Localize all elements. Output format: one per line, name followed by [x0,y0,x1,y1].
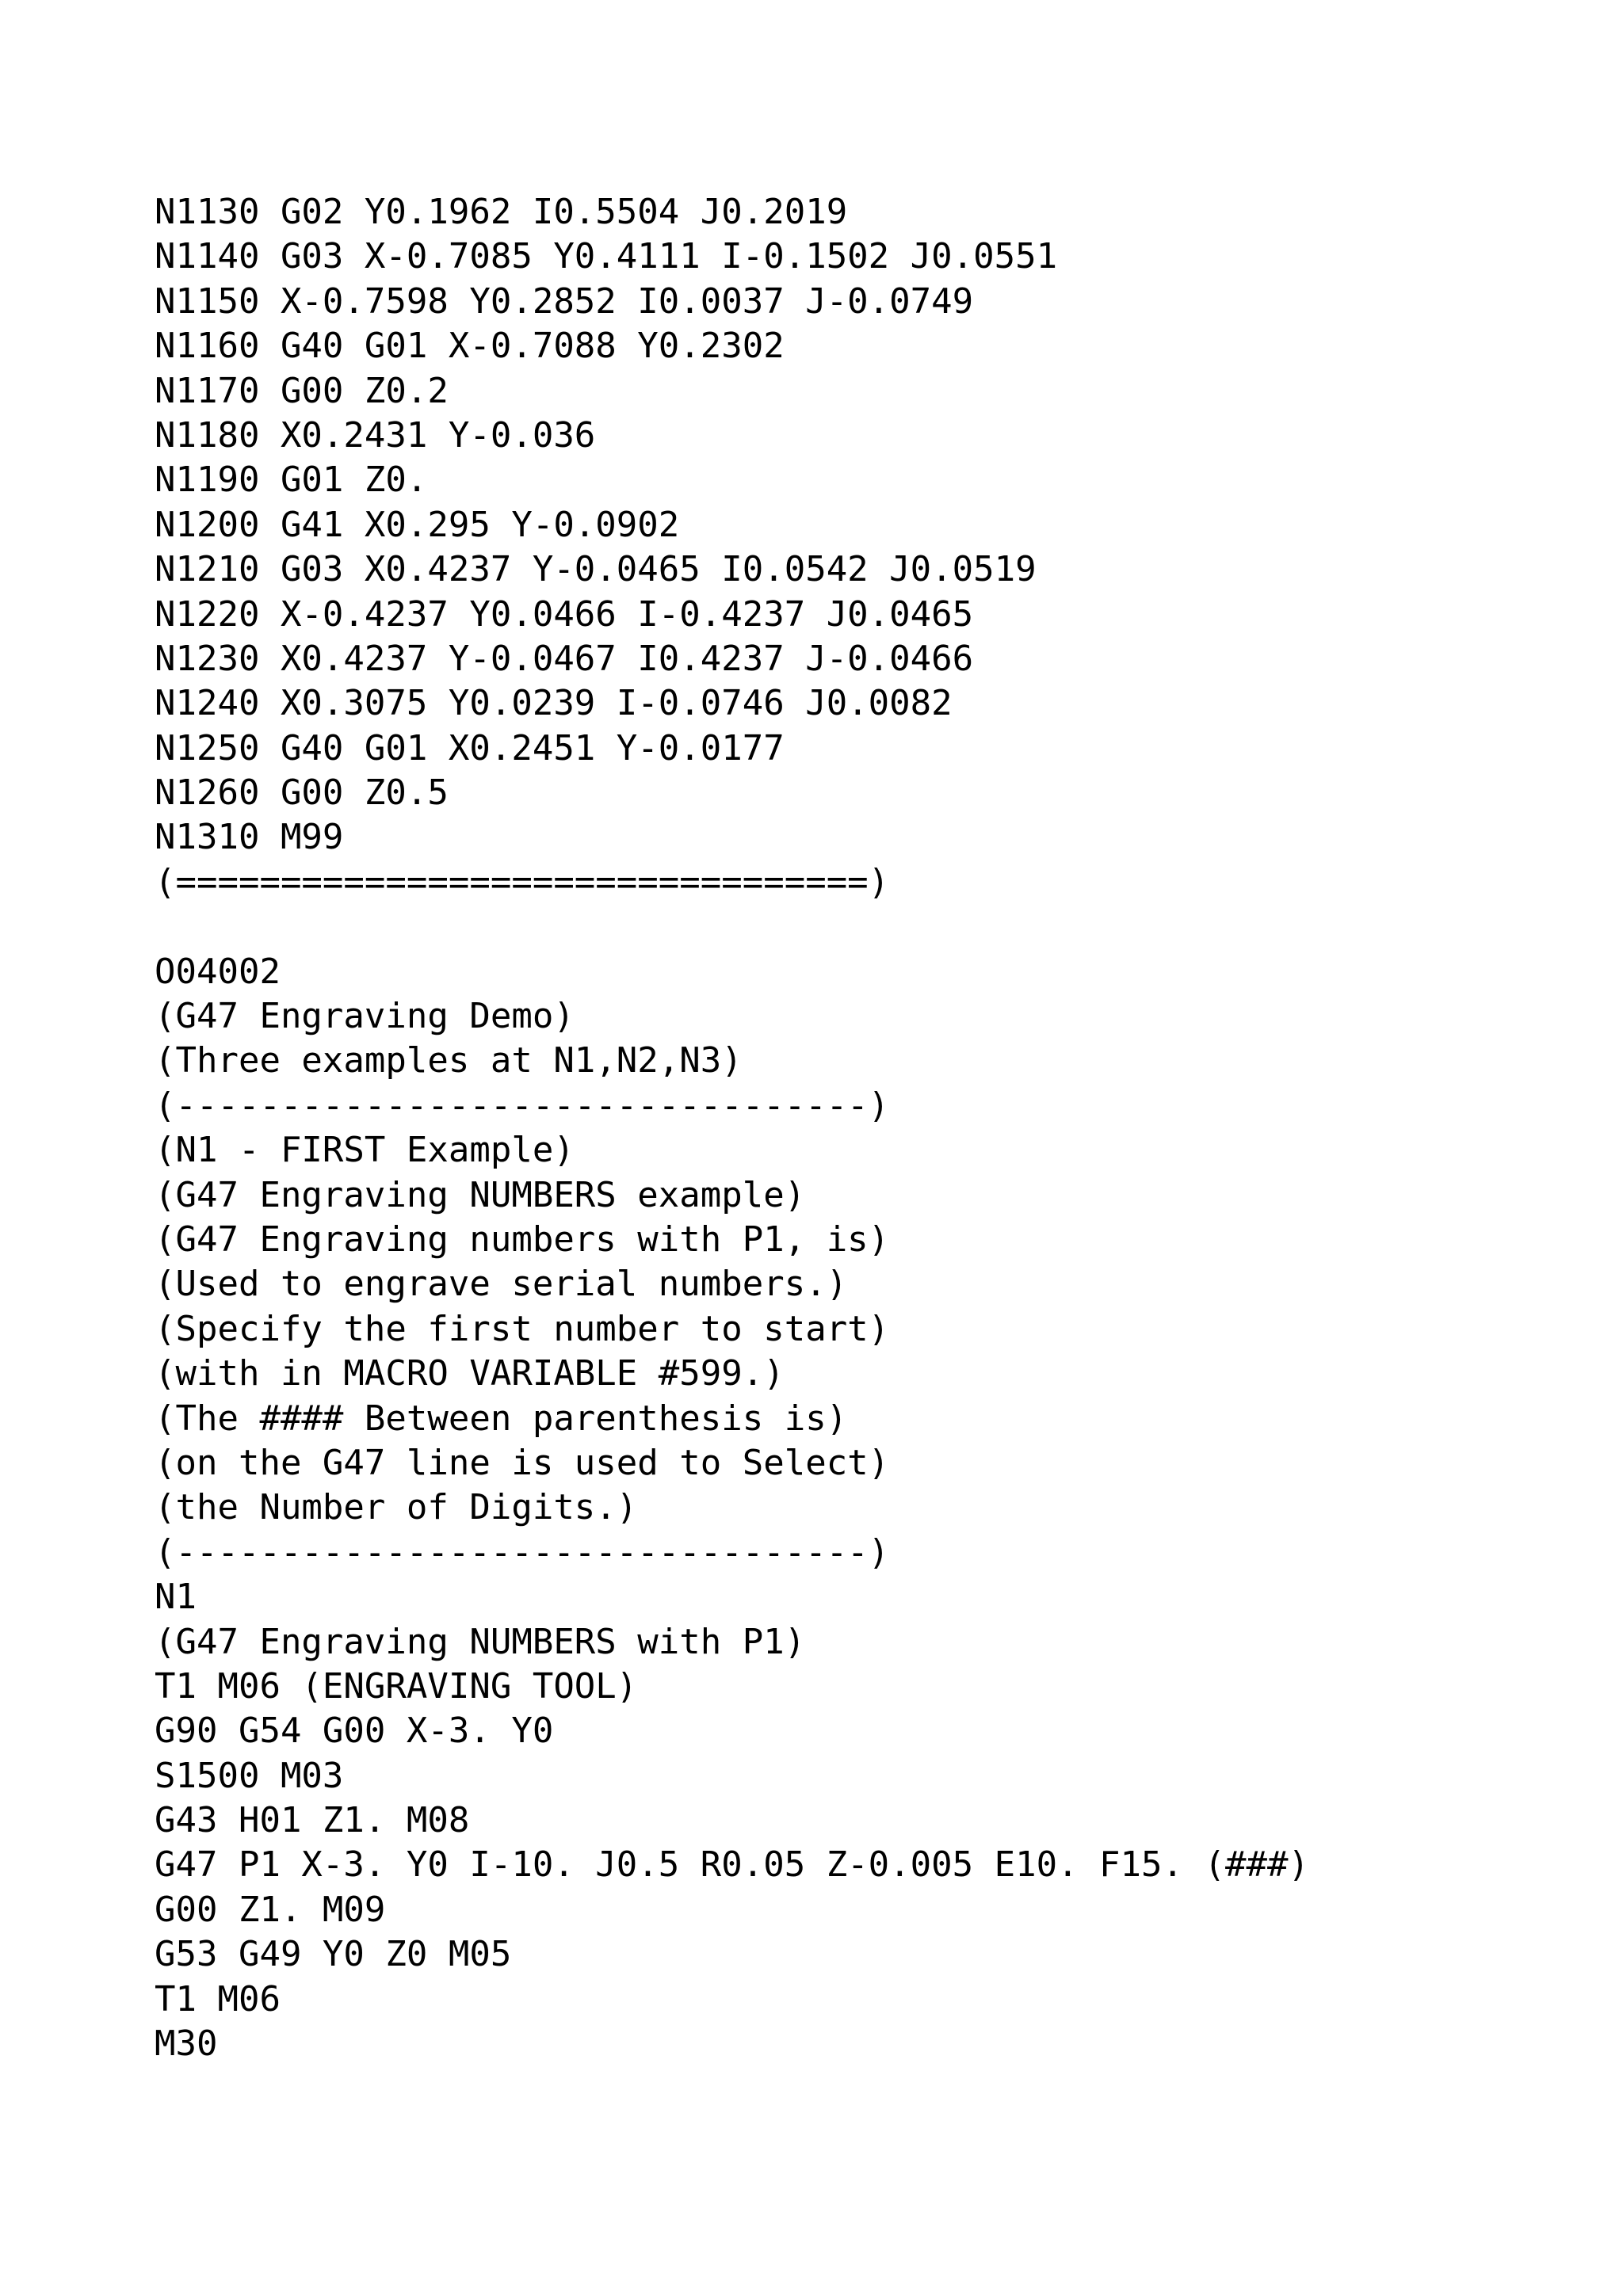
code-line: G53 G49 Y0 Z0 M05 [155,1934,512,1975]
code-line: O04002 [155,951,281,992]
code-line: N1130 G02 Y0.1962 I0.5504 J0.2019 [155,192,848,232]
code-line: N1180 X0.2431 Y-0.036 [155,414,596,456]
code-line: (=================================) [155,861,890,902]
code-line: (The #### Between parenthesis is) [155,1398,848,1439]
code-line: (---------------------------------) [155,1085,890,1126]
code-line: (G47 Engraving NUMBERS with P1) [155,1621,806,1662]
code-line: N1190 G01 Z0. [155,460,428,501]
code-line: G47 P1 X-3. Y0 I-10. J0.5 R0.05 Z-0.005 E10. F15. (###) [155,1844,1309,1886]
code-line: (on the G47 line is used to Select) [155,1442,890,1483]
code-line: G00 Z1. M09 [155,1889,386,1930]
code-line: (Used to engrave serial numbers.) [155,1264,848,1305]
code-line: T1 M06 (ENGRAVING TOOL) [155,1665,638,1707]
code-line: N1200 G41 X0.295 Y-0.0902 [155,504,680,545]
code-line: N1170 G00 Z0.2 [155,370,449,411]
code-line: N1220 X-0.4237 Y0.0466 I-0.4237 J0.0465 [155,593,974,635]
code-line: G90 G54 G00 X-3. Y0 [155,1711,554,1752]
code-line: N1210 G03 X0.4237 Y-0.0465 I0.0542 J0.0519 [155,549,1037,590]
code-line: N1310 M99 [155,817,344,858]
code-line: N1240 X0.3075 Y0.0239 I-0.0746 J0.0082 [155,683,953,724]
code-line: N1150 X-0.7598 Y0.2852 I0.0037 J-0.0749 [155,280,974,322]
code-line: S1500 M03 [155,1755,344,1796]
code-line: T1 M06 [155,1978,281,2019]
blank-line [155,905,1309,949]
code-line: N1230 X0.4237 Y-0.0467 I0.4237 J-0.0466 [155,638,974,679]
code-line: N1140 G03 X-0.7085 Y0.4111 I-0.1502 J0.0551 [155,236,1058,277]
code-line: (G47 Engraving Demo) [155,996,575,1037]
code-line: N1250 G40 G01 X0.2451 Y-0.0177 [155,727,785,769]
code-line: (with in MACRO VARIABLE #599.) [155,1353,785,1394]
code-line: M30 [155,2023,218,2065]
gcode-listing [155,190,1309,2066]
code-line: N1260 G00 Z0.5 [155,772,449,814]
code-line: (Three examples at N1,N2,N3) [155,1040,743,1081]
code-line: N1 [155,1577,197,1618]
code-line: (N1 - FIRST Example) [155,1130,575,1171]
code-line: (G47 Engraving NUMBERS example) [155,1174,806,1215]
code-line: (the Number of Digits.) [155,1487,638,1528]
code-line: (---------------------------------) [155,1531,890,1573]
code-line: (G47 Engraving numbers with P1, is) [155,1219,890,1260]
code-line: (Specify the first number to start) [155,1308,890,1349]
code-line: G43 H01 Z1. M08 [155,1800,470,1841]
code-line: N1160 G40 G01 X-0.7088 Y0.2302 [155,326,785,367]
